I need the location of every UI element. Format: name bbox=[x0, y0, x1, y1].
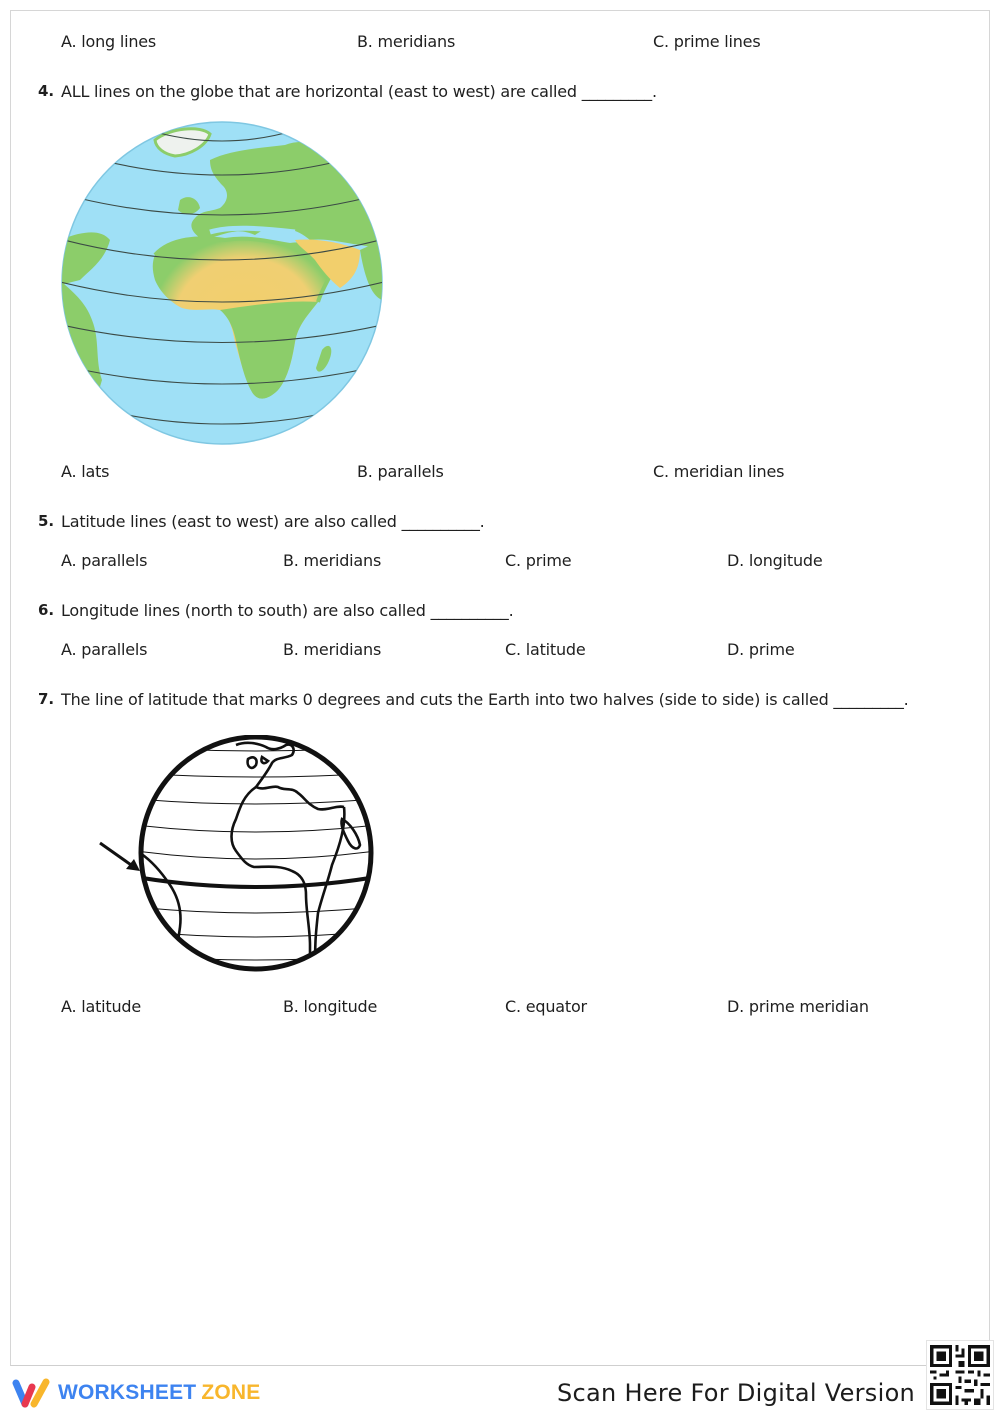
brand-name-part2: ZONE bbox=[201, 1381, 261, 1404]
q6-option-b[interactable]: B. meridians bbox=[283, 640, 382, 659]
w-logo-icon bbox=[10, 1377, 52, 1409]
q5-option-a[interactable]: A. parallels bbox=[61, 551, 148, 570]
q4-option-c[interactable]: C. meridian lines bbox=[653, 462, 785, 481]
q3-option-a[interactable]: A. long lines bbox=[61, 32, 157, 51]
question-5-text: Latitude lines (east to west) are also called __________. bbox=[61, 512, 485, 531]
q7-option-b[interactable]: B. longitude bbox=[283, 997, 378, 1016]
question-number: 5. bbox=[38, 512, 55, 530]
q6-option-c[interactable]: C. latitude bbox=[505, 640, 586, 659]
q6-option-d[interactable]: D. prime bbox=[727, 640, 795, 659]
question-7-text: The line of latitude that marks 0 degrees and cuts the Earth into two halves (side to side) is called _________. bbox=[61, 690, 909, 709]
qr-code-icon[interactable] bbox=[926, 1340, 994, 1410]
q5-option-c[interactable]: C. prime bbox=[505, 551, 572, 570]
q7-option-a[interactable]: A. latitude bbox=[61, 997, 142, 1016]
q6-option-a[interactable]: A. parallels bbox=[61, 640, 148, 659]
q5-option-d[interactable]: D. longitude bbox=[727, 551, 823, 570]
question-6-text: Longitude lines (north to south) are also called __________. bbox=[61, 601, 514, 620]
arrow-icon bbox=[100, 843, 140, 871]
color-globe-image bbox=[60, 120, 384, 446]
question-number: 6. bbox=[38, 601, 55, 619]
question-number: 4. bbox=[38, 82, 55, 100]
q7-option-c[interactable]: C. equator bbox=[505, 997, 587, 1016]
q3-option-c[interactable]: C. prime lines bbox=[653, 32, 761, 51]
brand-name-part1: WORKSHEET bbox=[58, 1381, 197, 1404]
question-4-text: ALL lines on the globe that are horizontal (east to west) are called _________. bbox=[61, 82, 657, 101]
question-number: 7. bbox=[38, 690, 55, 708]
q4-option-b[interactable]: B. parallels bbox=[357, 462, 444, 481]
q3-option-b[interactable]: B. meridians bbox=[357, 32, 456, 51]
line-art-globe-image bbox=[96, 735, 378, 975]
scan-instruction: Scan Here For Digital Version bbox=[557, 1379, 916, 1407]
worksheet-zone-logo[interactable] bbox=[10, 1376, 260, 1410]
q7-option-d[interactable]: D. prime meridian bbox=[727, 997, 869, 1016]
q5-option-b[interactable]: B. meridians bbox=[283, 551, 382, 570]
q4-option-a[interactable]: A. lats bbox=[61, 462, 110, 481]
